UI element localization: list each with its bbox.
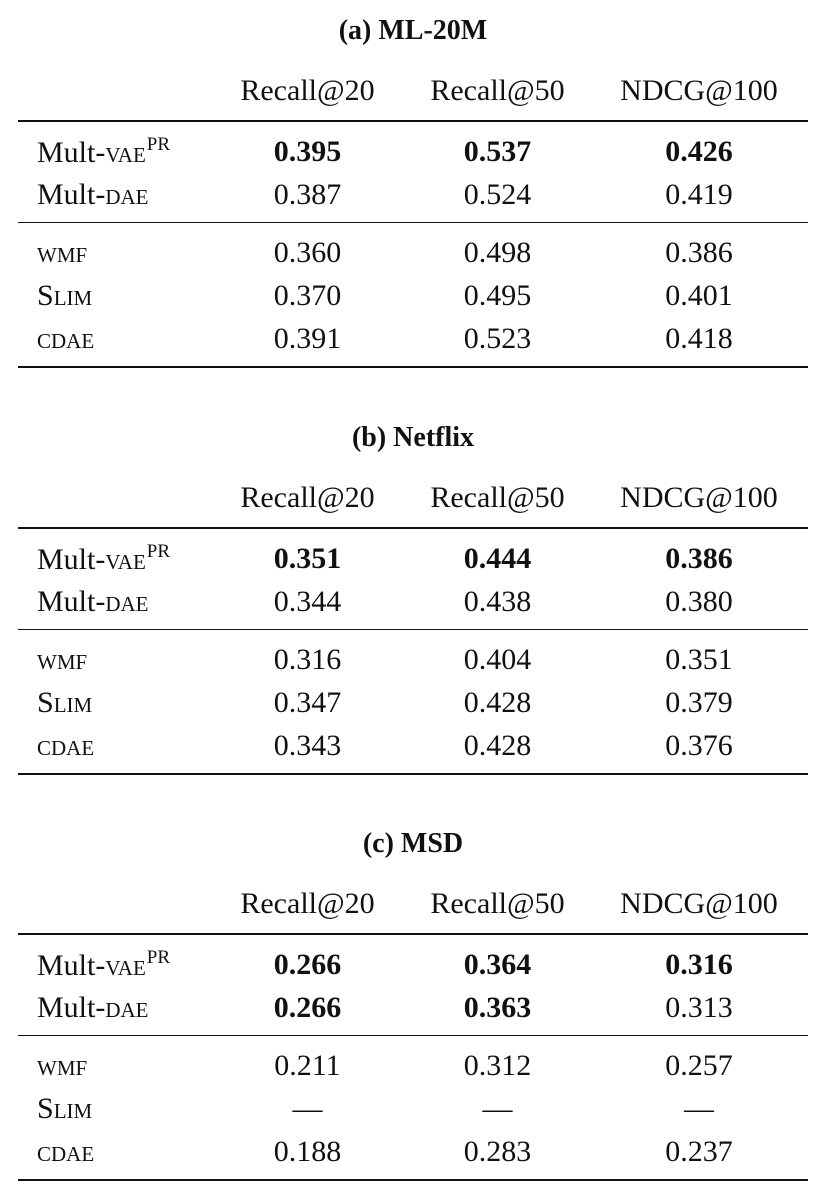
table-row bbox=[18, 1087, 808, 1130]
method-mult-vae-pr: Mult-vae$^{PR}$ bbox=[37, 946, 171, 982]
method-wmf: wmf bbox=[37, 235, 88, 269]
cell-recall-50: 0.537 bbox=[463, 134, 532, 168]
cell-recall-50: 0.524 bbox=[405, 173, 590, 223]
method-cdae: cdae bbox=[18, 724, 210, 774]
method-mult-dae: Mult-dae bbox=[18, 986, 210, 1036]
cell-recall-20: 0.347 bbox=[273, 685, 342, 719]
cell-ndcg-100: 0.380 bbox=[590, 580, 808, 630]
cell-recall-50: 0.444 bbox=[463, 541, 532, 575]
cell-recall-20: 0.387 bbox=[210, 173, 405, 223]
cell-recall-20: 0.395 bbox=[273, 134, 342, 168]
header-recall-50: Recall@50 bbox=[405, 875, 590, 934]
method-mult-dae: Mult-dae bbox=[18, 173, 210, 223]
cell-ndcg-100: — bbox=[684, 1091, 714, 1125]
table-caption: (a) ML-20M bbox=[338, 15, 488, 46]
table-row bbox=[18, 1036, 808, 1088]
method-mult-vae-pr: Mult-vae$^{PR}$ bbox=[37, 540, 171, 576]
results-table bbox=[18, 875, 808, 1181]
cell-recall-50: 0.363 bbox=[405, 986, 590, 1036]
cell-recall-20: 0.370 bbox=[273, 278, 342, 312]
method-wmf: wmf bbox=[37, 1048, 88, 1082]
header-recall-20: Recall@20 bbox=[210, 875, 405, 934]
method-slim: Slim bbox=[37, 1091, 93, 1125]
cell-recall-50: 0.523 bbox=[405, 317, 590, 367]
method-mult-vae-pr: Mult-vae$^{PR}$ bbox=[37, 133, 171, 169]
cell-recall-50: 0.498 bbox=[463, 235, 532, 269]
table-caption: (c) MSD bbox=[362, 828, 464, 859]
results-table-netflix bbox=[18, 407, 808, 775]
header-recall-20: Recall@20 bbox=[210, 469, 405, 528]
table-row bbox=[18, 1130, 808, 1180]
header-row bbox=[18, 875, 808, 934]
cell-recall-50: — bbox=[482, 1091, 513, 1125]
cell-ndcg-100: 0.386 bbox=[665, 541, 733, 575]
header-ndcg-100: NDCG@100 bbox=[590, 469, 808, 528]
cell-recall-50: 0.404 bbox=[463, 642, 532, 676]
results-table-ml20m bbox=[18, 0, 808, 368]
table-row bbox=[18, 724, 808, 774]
cell-recall-20: 0.266 bbox=[273, 947, 342, 981]
cell-recall-20: 0.188 bbox=[210, 1130, 405, 1180]
cell-ndcg-100: 0.419 bbox=[590, 173, 808, 223]
cell-ndcg-100: 0.418 bbox=[590, 317, 808, 367]
table-caption: (b) Netflix bbox=[351, 422, 475, 453]
method-cdae: cdae bbox=[18, 317, 210, 367]
results-table bbox=[18, 62, 808, 368]
header-recall-20: Recall@20 bbox=[210, 62, 405, 121]
cell-ndcg-100: 0.237 bbox=[590, 1130, 808, 1180]
cell-recall-20: — bbox=[292, 1091, 323, 1125]
table-row bbox=[18, 274, 808, 317]
table-row bbox=[18, 681, 808, 724]
cell-recall-20: 0.351 bbox=[273, 541, 342, 575]
cell-ndcg-100: 0.401 bbox=[665, 278, 733, 312]
method-mult-dae: Mult-dae bbox=[18, 580, 210, 630]
cell-ndcg-100: 0.379 bbox=[665, 685, 733, 719]
table-row bbox=[18, 528, 808, 580]
table-row bbox=[18, 934, 808, 986]
cell-recall-50: 0.428 bbox=[463, 685, 532, 719]
method-cdae: cdae bbox=[18, 1130, 210, 1180]
table-row bbox=[18, 580, 808, 630]
header-recall-50: Recall@50 bbox=[405, 469, 590, 528]
cell-ndcg-100: 0.257 bbox=[665, 1048, 733, 1082]
cell-recall-20: 0.266 bbox=[210, 986, 405, 1036]
cell-recall-50: 0.428 bbox=[405, 724, 590, 774]
cell-recall-20: 0.391 bbox=[210, 317, 405, 367]
header-ndcg-100: NDCG@100 bbox=[590, 875, 808, 934]
cell-recall-20: 0.343 bbox=[210, 724, 405, 774]
cell-recall-20: 0.316 bbox=[273, 642, 342, 676]
cell-ndcg-100: 0.376 bbox=[590, 724, 808, 774]
table-row bbox=[18, 986, 808, 1036]
cell-ndcg-100: 0.316 bbox=[665, 947, 733, 981]
header-ndcg-100: NDCG@100 bbox=[590, 62, 808, 121]
cell-recall-20: 0.360 bbox=[273, 235, 342, 269]
cell-recall-50: 0.364 bbox=[463, 947, 532, 981]
header-method-cell bbox=[18, 469, 210, 528]
results-table-msd bbox=[18, 813, 808, 1181]
header-row bbox=[18, 62, 808, 121]
cell-ndcg-100: 0.426 bbox=[665, 134, 733, 168]
cell-recall-50: 0.312 bbox=[463, 1048, 532, 1082]
method-slim: Slim bbox=[37, 685, 93, 719]
header-method-cell bbox=[18, 875, 210, 934]
table-row bbox=[18, 223, 808, 275]
table-row bbox=[18, 317, 808, 367]
cell-ndcg-100: 0.351 bbox=[665, 642, 733, 676]
cell-recall-20: 0.211 bbox=[274, 1048, 341, 1082]
cell-recall-20: 0.344 bbox=[210, 580, 405, 630]
method-wmf: wmf bbox=[37, 642, 88, 676]
cell-recall-50: 0.283 bbox=[405, 1130, 590, 1180]
header-method-cell bbox=[18, 62, 210, 121]
cell-ndcg-100: 0.386 bbox=[665, 235, 733, 269]
cell-recall-50: 0.438 bbox=[405, 580, 590, 630]
table-row bbox=[18, 121, 808, 173]
table-row bbox=[18, 630, 808, 682]
cell-ndcg-100: 0.313 bbox=[590, 986, 808, 1036]
header-row bbox=[18, 469, 808, 528]
method-slim: Slim bbox=[37, 278, 93, 312]
header-recall-50: Recall@50 bbox=[405, 62, 590, 121]
results-table bbox=[18, 469, 808, 775]
table-row bbox=[18, 173, 808, 223]
cell-recall-50: 0.495 bbox=[463, 278, 532, 312]
